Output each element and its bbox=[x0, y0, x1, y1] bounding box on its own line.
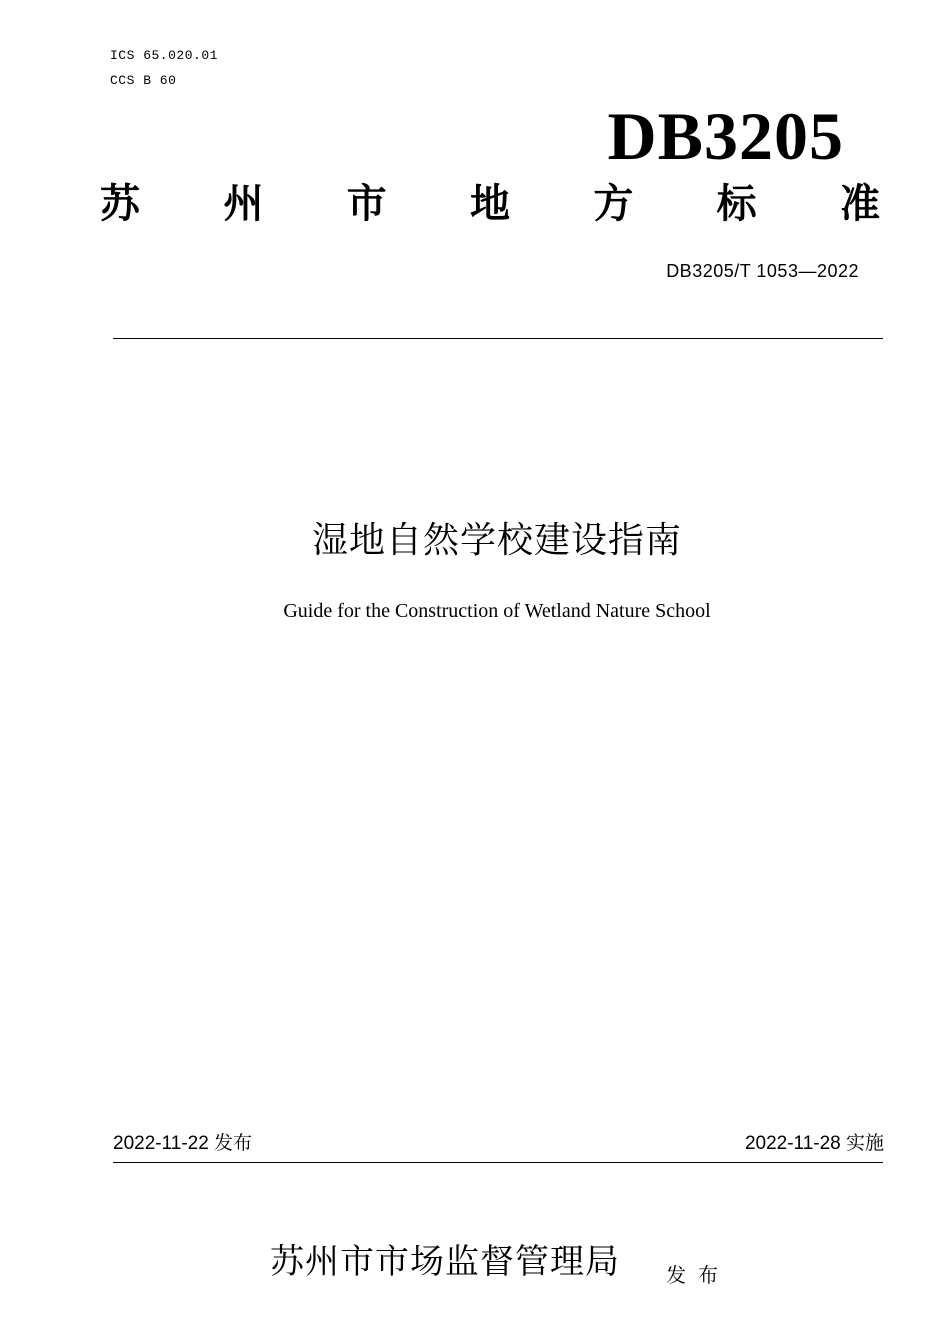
standard-type-char: 苏 bbox=[100, 180, 140, 227]
standard-type-char: 地 bbox=[469, 180, 510, 227]
standard-type-char: 方 bbox=[593, 180, 634, 227]
ics-code: ICS 65.020.01 bbox=[110, 48, 218, 63]
standard-type-char: 州 bbox=[223, 180, 264, 227]
issue-date: 2022-11-22 发布 bbox=[113, 1133, 253, 1154]
standard-type-char: 准 bbox=[839, 180, 880, 227]
publisher-name: 苏州市市场监督管理局 bbox=[270, 1242, 620, 1282]
standard-logo: DB3205 bbox=[607, 98, 844, 174]
top-divider bbox=[113, 338, 883, 339]
bottom-divider bbox=[113, 1162, 883, 1163]
standard-type-char: 市 bbox=[346, 180, 387, 227]
implementation-date: 2022-11-28 实施 bbox=[744, 1133, 884, 1154]
standard-type-heading bbox=[100, 180, 880, 227]
document-title-chinese: 湿地自然学校建设指南 bbox=[311, 520, 682, 561]
publish-label: 发布 bbox=[666, 1263, 730, 1287]
standard-type-char: 标 bbox=[716, 180, 757, 227]
document-title-english: Guide for the Construction of Wetland Nature School bbox=[283, 600, 711, 622]
standard-number: DB3205/T 1053—2022 bbox=[666, 261, 859, 281]
ccs-code: CCS B 60 bbox=[110, 73, 177, 88]
